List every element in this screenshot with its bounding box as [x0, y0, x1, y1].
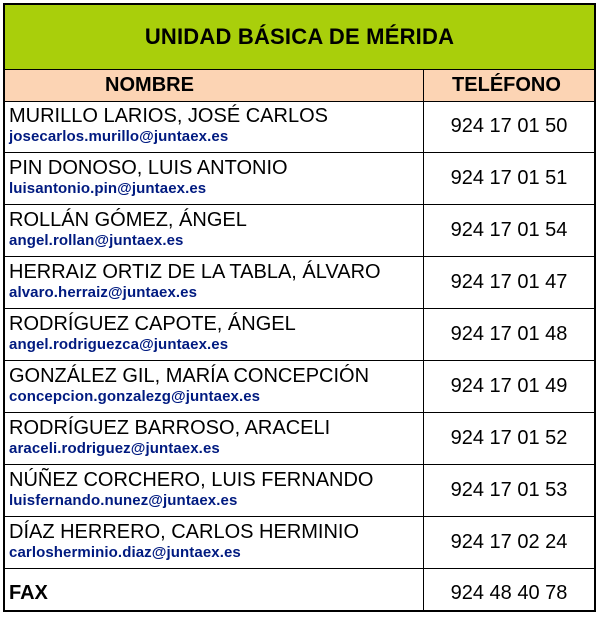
contact-email-link[interactable]: alvaro.herraiz@juntaex.es: [9, 284, 198, 301]
contact-phone: 924 17 01 53: [450, 479, 568, 501]
contact-name: ROLLÁN GÓMEZ, ÁNGEL: [9, 209, 247, 231]
contact-email-link[interactable]: angel.rollan@juntaex.es: [9, 232, 184, 249]
contact-email-link[interactable]: luisantonio.pin@juntaex.es: [9, 180, 207, 197]
contact-name: GONZÁLEZ GIL, MARÍA CONCEPCIÓN: [9, 365, 370, 387]
contact-phone: 924 17 01 52: [450, 427, 568, 449]
contact-name: RODRÍGUEZ BARROSO, ARACELI: [9, 417, 331, 439]
table-row: [5, 153, 594, 205]
contact-phone: 924 17 02 24: [450, 531, 568, 553]
contact-email-link[interactable]: araceli.rodriguez@juntaex.es: [9, 440, 220, 457]
contact-name: NÚÑEZ CORCHERO, LUIS FERNANDO: [9, 469, 374, 491]
name-header-label: NOMBRE: [105, 74, 194, 96]
contact-table: [3, 3, 596, 612]
name-column-header: [5, 70, 418, 101]
table-title-text: UNIDAD BÁSICA DE MÉRIDA: [144, 24, 455, 49]
contact-phone: 924 17 01 54: [450, 219, 568, 241]
phone-column-header: [419, 70, 594, 101]
contact-name: DÍAZ HERRERO, CARLOS HERMINIO: [9, 521, 360, 543]
contact-email-link[interactable]: luisfernando.nunez@juntaex.es: [9, 492, 238, 509]
contact-phone: 924 17 01 48: [450, 323, 568, 345]
header-row: [5, 70, 594, 102]
table-row: [5, 465, 594, 517]
table-row: [5, 309, 594, 361]
contact-name: RODRÍGUEZ CAPOTE, ÁNGEL: [9, 313, 296, 335]
table-row: [5, 517, 594, 569]
table-row: [5, 413, 594, 465]
contact-phone: 924 17 01 49: [450, 375, 568, 397]
fax-number: 924 48 40 78: [450, 581, 568, 604]
contact-phone: 924 17 01 50: [450, 115, 568, 137]
contact-email-link[interactable]: concepcion.gonzalezg@juntaex.es: [9, 388, 261, 405]
contact-name: HERRAIZ ORTIZ DE LA TABLA, ÁLVARO: [9, 261, 381, 283]
contact-name: MURILLO LARIOS, JOSÉ CARLOS: [9, 105, 328, 127]
contact-email-link[interactable]: angel.rodriguezca@juntaex.es: [9, 336, 229, 353]
fax-row: [5, 569, 594, 617]
table-row: [5, 101, 594, 153]
table-row: [5, 205, 594, 257]
fax-label: FAX: [9, 582, 48, 604]
contact-phone: 924 17 01 51: [450, 167, 568, 189]
table-row: [5, 257, 594, 309]
contact-email-link[interactable]: josecarlos.murillo@juntaex.es: [9, 128, 229, 145]
contact-name: PIN DONOSO, LUIS ANTONIO: [9, 157, 288, 179]
table-row: [5, 361, 594, 413]
table-body: [5, 101, 594, 617]
table-title: [5, 5, 594, 70]
contact-email-link[interactable]: carlosherminio.diaz@juntaex.es: [9, 544, 241, 561]
phone-header-label: TELÉFONO: [452, 74, 561, 96]
contact-phone: 924 17 01 47: [450, 271, 568, 293]
